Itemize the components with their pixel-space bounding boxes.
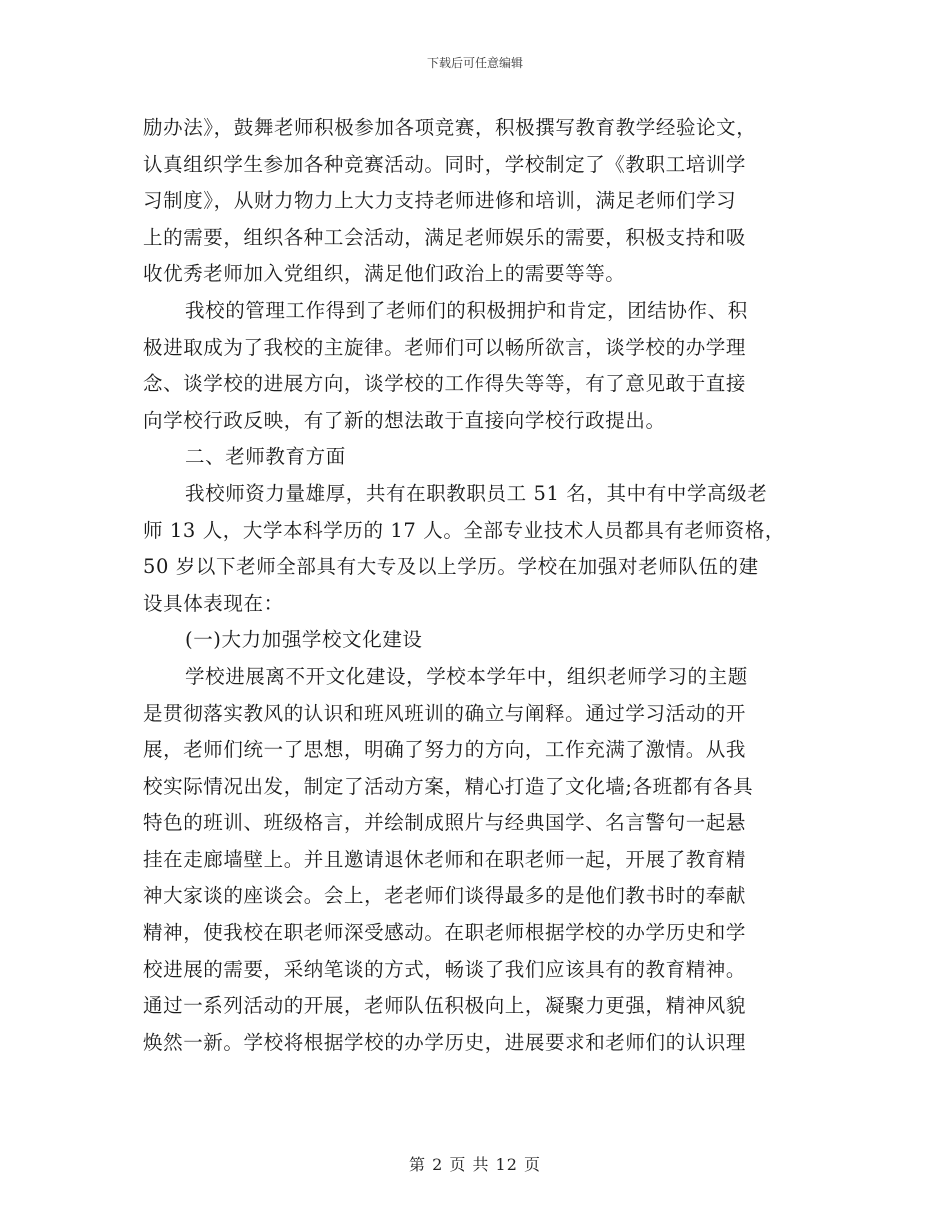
text-line: 学校进展离不开文化建设，学校本学年中，组织老师学习的主题: [185, 664, 748, 688]
text-line: 特色的班训、班级格言，并绘制成照片与经典国学、名言警句一起悬: [143, 811, 747, 835]
text-line: 通过一系列活动的开展，老师队伍积极向上，凝聚力更强，精神风貌: [143, 994, 747, 1018]
text-line: 是贯彻落实教风的认识和班风班训的确立与阐释。通过学习活动的开: [143, 701, 747, 725]
text-line: 精神，使我校在职老师深受感动。在职老师根据学校的办学历史和学: [143, 921, 747, 945]
text-line: 神大家谈的座谈会。会上，老老师们谈得最多的是他们教书时的奉献: [143, 884, 747, 908]
text-line: 展，老师们统一了思想，明确了努力的方向，工作充满了激情。从我: [143, 738, 747, 762]
text-line: 收优秀老师加入党组织，满足他们政治上的需要等等。: [143, 262, 626, 286]
document-body: [143, 110, 805, 1061]
text-line: 我校师资力量雄厚，共有在职教职员工 51 名，其中有中学高级老: [185, 481, 768, 505]
text-line: 挂在走廊墙壁上。并且邀请退休老师和在职老师一起，开展了教育精: [143, 847, 747, 871]
text-line: 焕然一新。学校将根据学校的办学历史，进展要求和老师们的认识理: [143, 1030, 747, 1054]
text-line: 师 13 人，大学本科学历的 17 人。全部专业技术人员都具有老师资格，: [143, 518, 786, 542]
text-line: 我校的管理工作得到了老师们的积极拥护和肯定，团结协作、积: [185, 298, 748, 322]
text-line: 校实际情况出发，制定了活动方案，精心打造了文化墙;各班都有各具: [143, 774, 754, 798]
text-line: 二、老师教育方面: [185, 445, 346, 469]
page-header: 下载后可任意编辑: [426, 56, 523, 70]
text-line: 习制度》，从财力物力上大力支持老师进修和培训，满足老师们学习: [143, 189, 737, 213]
text-line: 认真组织学生参加各种竞赛活动。同时，学校制定了《教职工培训学: [143, 152, 747, 176]
text-line: 上的需要，组织各种工会活动，满足老师娱乐的需要，积极支持和吸: [143, 225, 747, 249]
text-line: 念、谈学校的进展方向，谈学校的工作得失等等，有了意见敢于直接: [143, 372, 747, 396]
text-line: 励办法》，鼓舞老师积极参加各项竞赛，积极撰写教育教学经验论文，: [143, 116, 757, 139]
text-line: (一)大力加强学校文化建设: [185, 628, 423, 652]
text-line: 50 岁以下老师全部具有大专及以上学历。学校在加强对老师队伍的建: [143, 555, 759, 579]
page-number: 第 2 页 共 12 页: [409, 1155, 541, 1174]
text-line: 向学校行政反映，有了新的想法敢于直接向学校行政提出。: [143, 408, 666, 432]
text-line: 校进展的需要，采纳笔谈的方式，畅谈了我们应该具有的教育精神。: [143, 957, 747, 981]
text-line: 设具体表现在：: [143, 591, 284, 615]
text-line: 极进取成为了我校的主旋律。老师们可以畅所欲言，谈学校的办学理: [143, 335, 747, 359]
